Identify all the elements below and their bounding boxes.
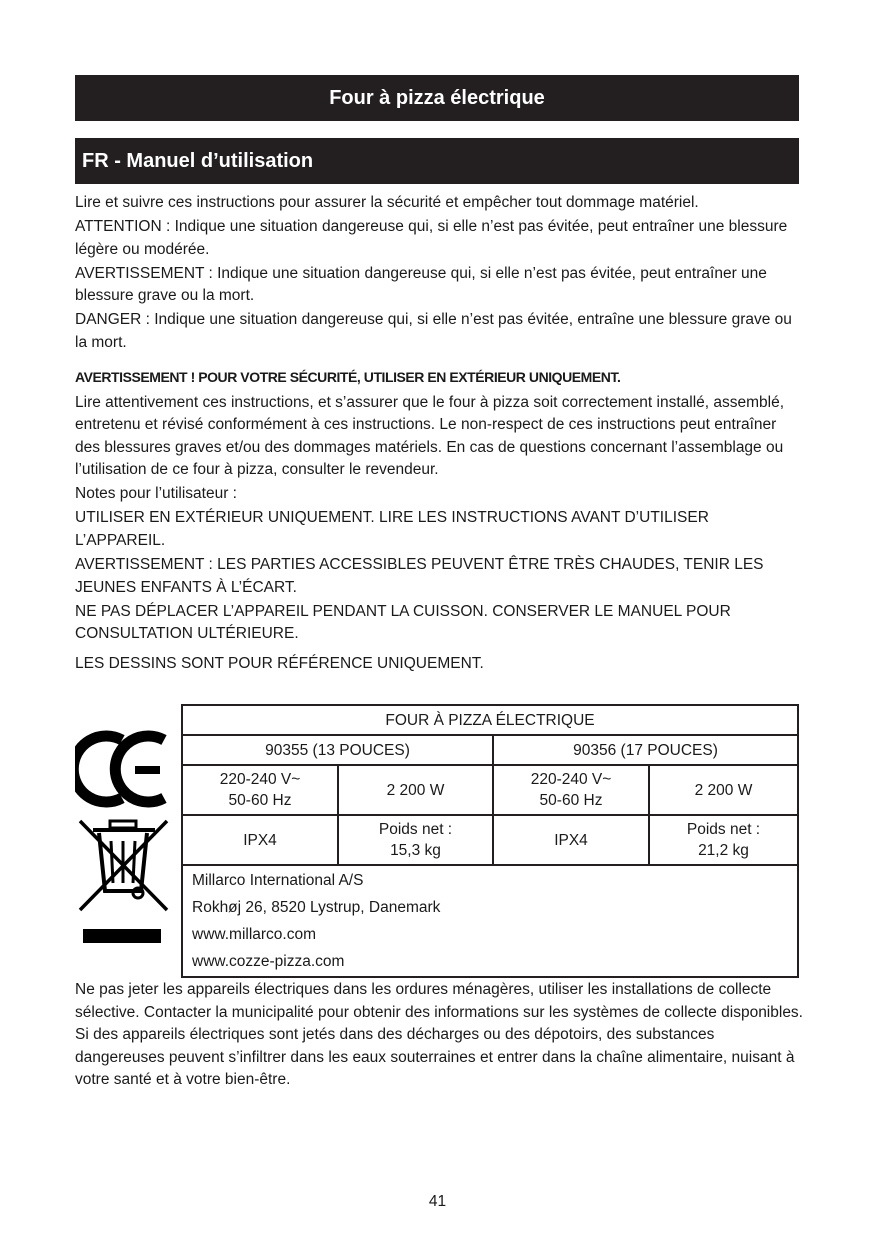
hot-parts-notice: AVERTISSEMENT : LES PARTIES ACCESSIBLES PEUVENT ÊTRE TRÈS CHAUDES, TENIR LES JEUNES ENFANTS À L’ÉCART. xyxy=(75,556,764,596)
company-name: Millarco International A/S xyxy=(192,872,364,889)
weight-label: Poids net : xyxy=(378,821,453,838)
model-90356-ip-rating: IPX4 xyxy=(493,815,649,865)
model-90355-name: 90355 (13 POUCES) xyxy=(182,735,493,765)
model-90356-weight xyxy=(649,815,798,865)
weight-label: Poids net : xyxy=(686,821,761,838)
compliance-symbols xyxy=(75,728,175,943)
danger-paragraph: DANGER : Indique une situation dangereuse qui, si elle n’est pas évitée, entraîne une blessure grave ou la mort. xyxy=(75,311,792,351)
document-title: Four à pizza électrique xyxy=(75,75,799,121)
do-not-move-notice: NE PAS DÉPLACER L’APPAREIL PENDANT LA CUISSON. CONSERVER LE MANUEL POUR CONSULTATION ULTÉRIEURE. xyxy=(75,602,731,643)
model-90356-voltage xyxy=(493,765,649,815)
page-number: 41 xyxy=(428,1193,447,1210)
disposal-paragraph: Ne pas jeter les appareils électriques dans les ordures ménagères, utiliser les installations de collecte sélective. Contacter la municipalité pour obtenir des informations sur les systèmes de collecte disponibles. Si des appareils électriques sont jetés dans des décharges ou des dépotoirs, des substances dangereuses peuvent s’infiltrer dans les eaux souterraines et entrer dans la chaîne alimentaire, nuisant à votre santé et à votre bien-être. xyxy=(75,981,803,1088)
drawings-notice: LES DESSINS SONT POUR RÉFÉRENCE UNIQUEMENT. xyxy=(75,654,484,672)
attention-paragraph: ATTENTION : Indique une situation dangereuse qui, si elle n’est pas évitée, peut entraîner une blessure légère ou modérée. xyxy=(75,218,788,258)
specification-table xyxy=(181,704,799,978)
model-90355-ip-rating: IPX4 xyxy=(182,815,338,865)
model-90355-power: 2 200 W xyxy=(338,765,493,815)
table-title: FOUR À PIZZA ÉLECTRIQUE xyxy=(182,705,798,735)
voltage-line: 220-240 V~ xyxy=(530,771,612,788)
model-90356-power: 2 200 W xyxy=(649,765,798,815)
crossed-out-bin-icon xyxy=(75,817,175,943)
section-heading: FR - Manuel d’utilisation xyxy=(75,138,799,184)
model-90356-name: 90356 (17 POUCES) xyxy=(493,735,798,765)
frequency-line: 50-60 Hz xyxy=(228,792,292,809)
company-address: Rokhøj 26, 8520 Lystrup, Danemark xyxy=(192,899,441,916)
weight-value: 15,3 kg xyxy=(390,842,441,859)
model-90355-voltage xyxy=(182,765,338,815)
frequency-line: 50-60 Hz xyxy=(539,792,603,809)
manufacturer-info xyxy=(182,865,798,977)
table-row xyxy=(182,815,798,865)
instructions-paragraph: Lire attentivement ces instructions, et s’assurer que le four à pizza soit correctement installé, assemblé, entretenu et révisé conformément à ces instructions. Le non-respect de ces instructions peut entraîner des blessures graves et/ou des dommages matériels. En cas de questions concernant l’assemblage ou l’utilisation de ce four à pizza, consulter le revendeur. xyxy=(75,393,785,479)
intro-paragraph: Lire et suivre ces instructions pour assurer la sécurité et empêcher tout dommage matériel. xyxy=(75,194,699,211)
body-text xyxy=(75,192,803,677)
avertissement-paragraph: AVERTISSEMENT : Indique une situation dangereuse qui, si elle n’est pas évitée, peut entraîner une blessure grave ou la mort. xyxy=(75,264,767,305)
voltage-line: 220-240 V~ xyxy=(219,771,301,788)
product-website: www.cozze-pizza.com xyxy=(192,953,345,970)
table-row xyxy=(182,765,798,815)
ce-mark-icon xyxy=(75,728,175,812)
table-row xyxy=(182,705,798,735)
disposal-notice xyxy=(75,979,803,1092)
table-row xyxy=(182,735,798,765)
weight-value: 21,2 kg xyxy=(698,842,749,859)
user-notes-label: Notes pour l’utilisateur : xyxy=(75,485,237,503)
safety-warning-heading: AVERTISSEMENT ! POUR VOTRE SÉCURITÉ, UTILISER EN EXTÉRIEUR UNIQUEMENT. xyxy=(75,369,621,386)
table-row xyxy=(182,865,798,977)
company-website: www.millarco.com xyxy=(192,926,317,943)
model-90355-weight xyxy=(338,815,493,865)
outdoor-use-notice: UTILISER EN EXTÉRIEUR UNIQUEMENT. LIRE LES INSTRUCTIONS AVANT D’UTILISER L’APPAREIL. xyxy=(75,509,709,549)
